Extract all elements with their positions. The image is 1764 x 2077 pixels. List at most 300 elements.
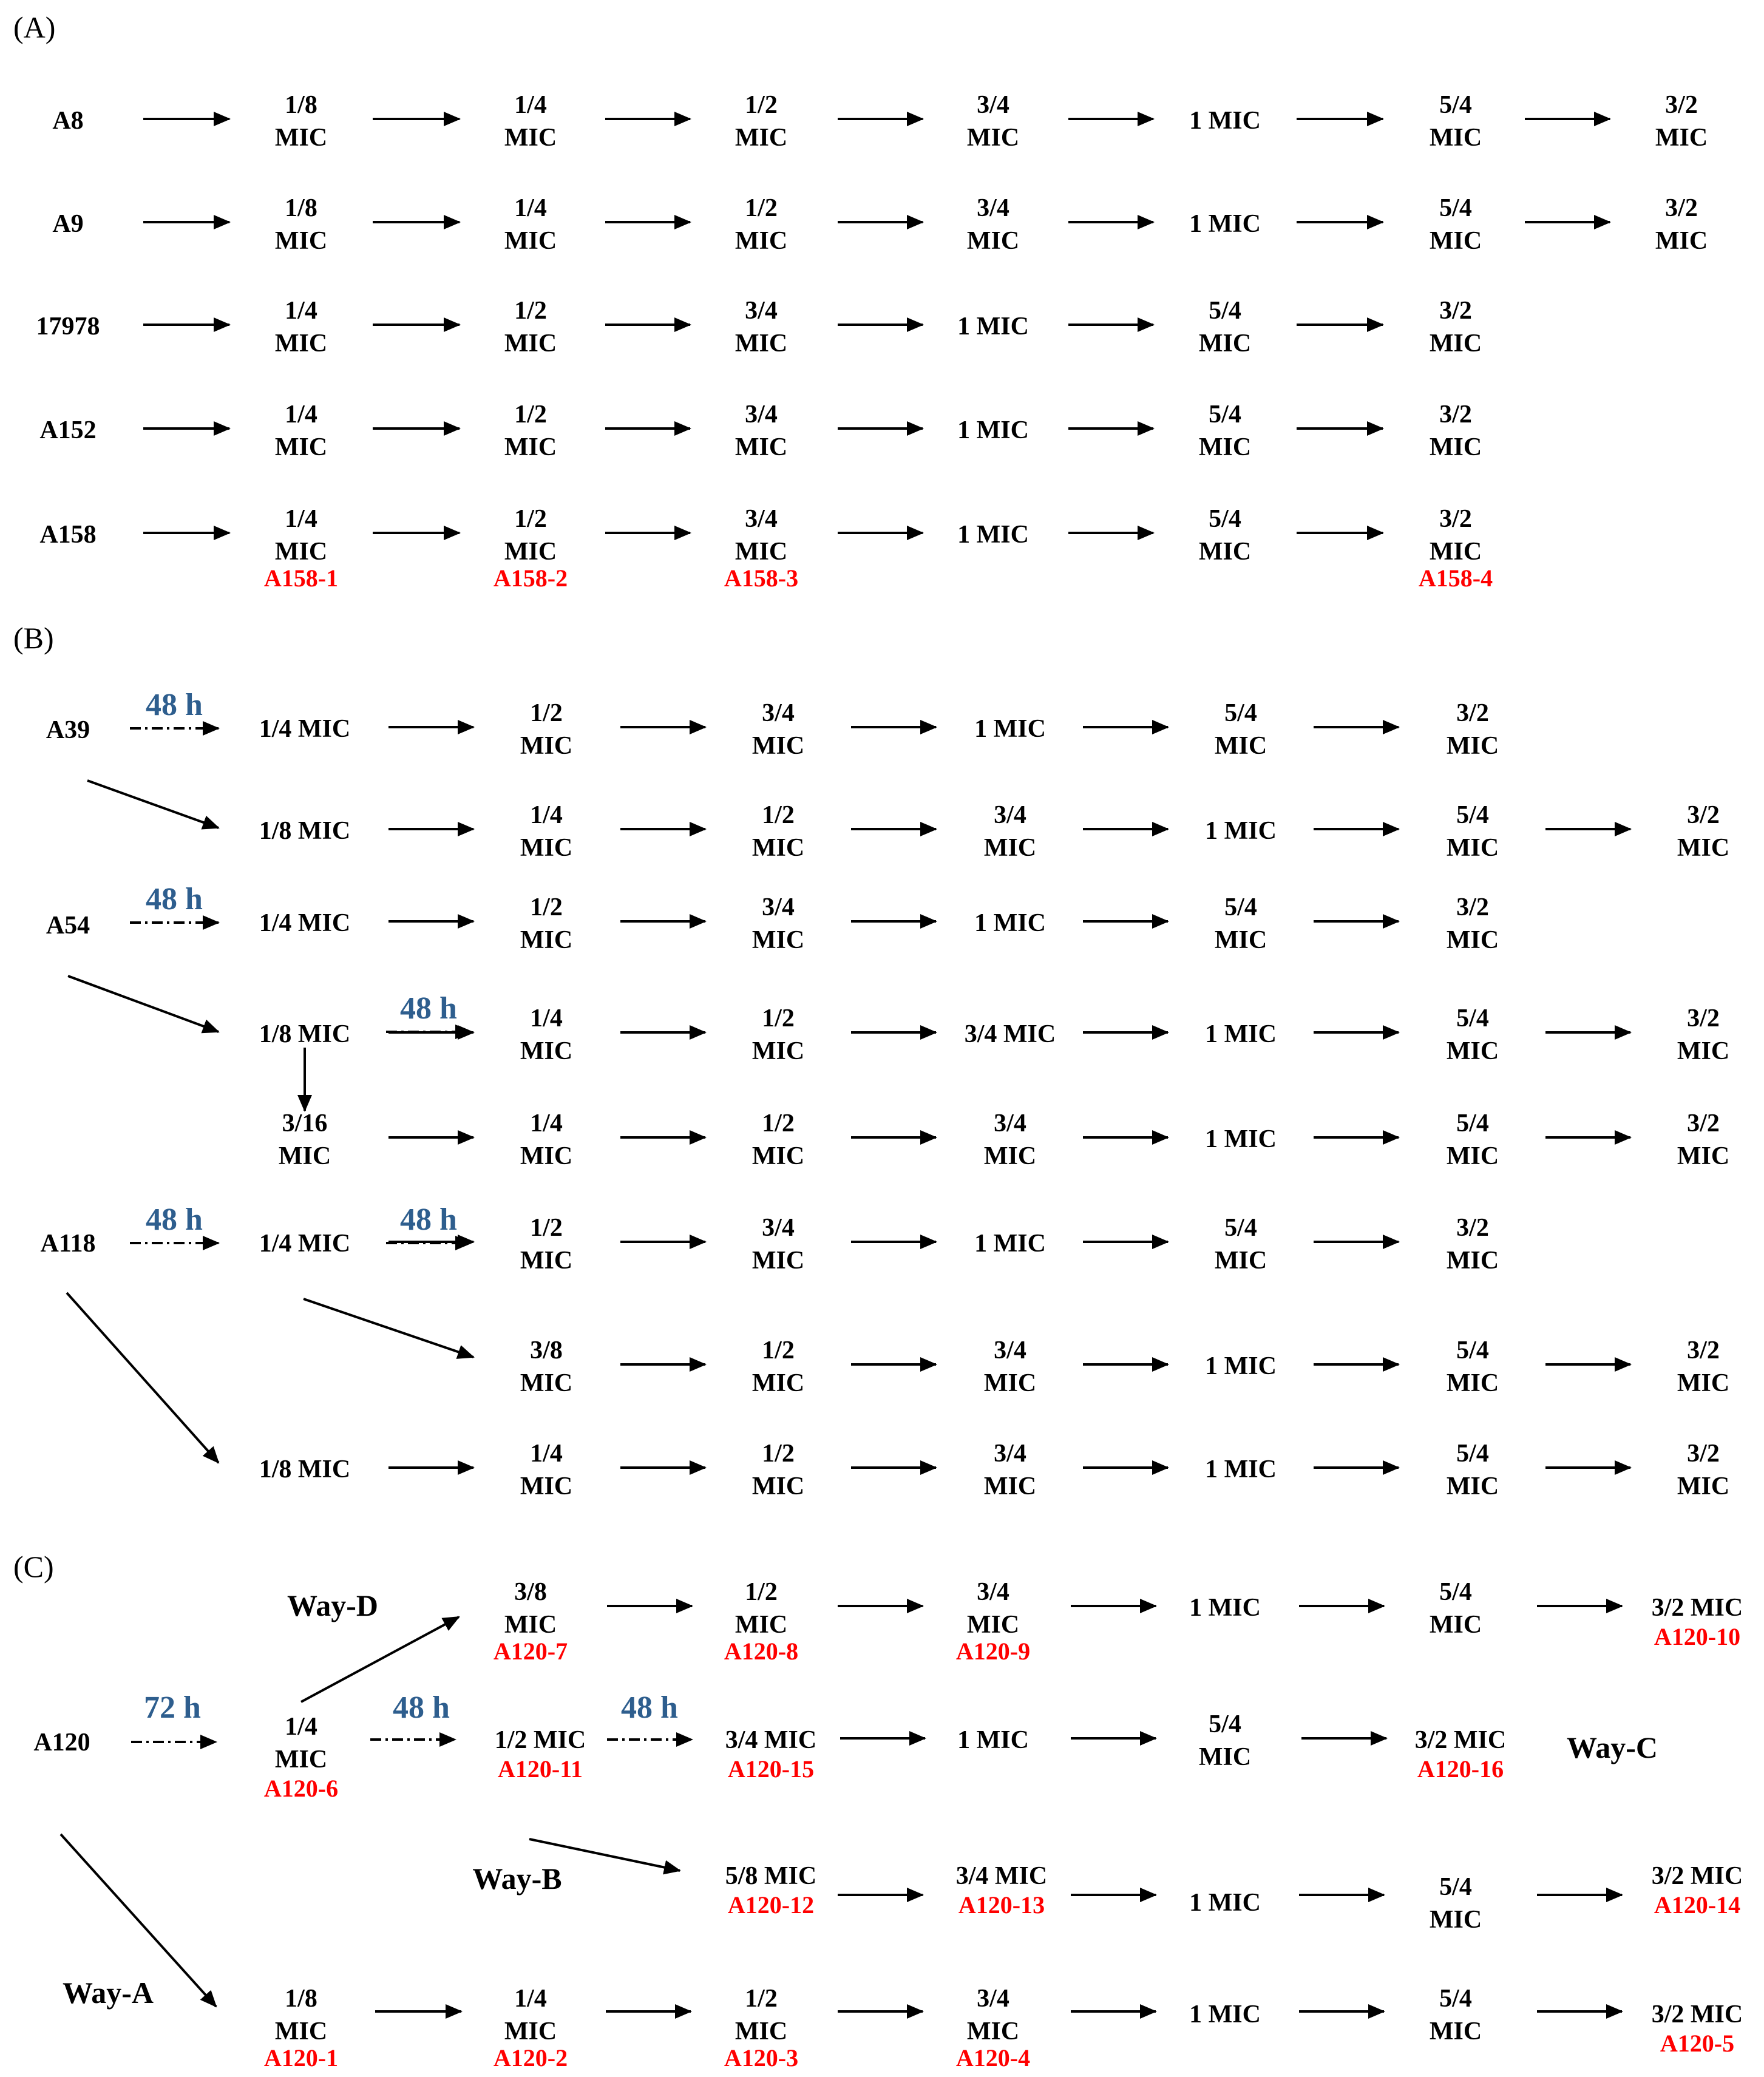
strain-a9: A9 [52,210,84,238]
code-a120-16: A120-16 [1417,1755,1504,1783]
step-a8-5-fraction: 5/4 [1439,91,1472,119]
step-way-b-0 [725,1862,817,1890]
step-b-r6-4-fraction: 5/4 [1456,1337,1489,1364]
step-b-r4-1 [520,1110,572,1170]
step-b-r5-2-unit: MIC [751,1247,805,1275]
step-way-a-0-unit: MIC [274,2018,328,2045]
branch-way-d [301,1617,459,1702]
step-17978-5-unit: MIC [1429,330,1482,357]
step-b-r0-0 [259,715,351,743]
code-a158-2: A158-2 [493,564,568,592]
step-b-r3-3 [965,1020,1056,1048]
step-way-a-1 [504,1985,557,2045]
way-b-label: Way-B [472,1862,562,1896]
step-a158-2 [735,505,787,566]
step-a158-3-text: 1 MIC [957,521,1029,549]
step-b-r6-1-fraction: 1/2 [762,1337,795,1364]
step-b-r0-4 [1215,699,1267,760]
strain-a8: A8 [52,107,84,135]
step-a8-6 [1655,91,1708,152]
step-b-r7-5 [1447,1440,1499,1500]
step-a9-0 [275,194,327,255]
step-17978-5-fraction: 3/2 [1439,297,1472,325]
step-a8-3-fraction: 3/4 [977,91,1009,119]
step-a8-5 [1430,91,1482,152]
step-b-r5-1 [520,1214,572,1275]
step-b-r3-4-text: 1 MIC [1205,1020,1277,1048]
step-b-r7-6-unit: MIC [1677,1472,1730,1500]
step-b-r5-5-fraction: 3/2 [1456,1214,1489,1242]
step-b-r7-1 [520,1440,572,1500]
step-a120-start [275,1713,327,1774]
step-way-a-1-unit: MIC [504,2018,557,2045]
branch-a39 [87,781,219,828]
step-a8-0 [275,91,327,152]
step-b-r6-2-unit: MIC [983,1369,1037,1397]
step-b-r6-2 [984,1337,1036,1397]
step-way-a-5-unit: MIC [1429,2018,1482,2045]
step-way-a-5 [1430,1985,1482,2045]
step-way-b-3 [1430,1873,1482,1934]
step-b-r7-6-fraction: 3/2 [1687,1440,1720,1468]
step-a9-4-text: 1 MIC [1189,210,1261,238]
step-b-r7-3 [984,1440,1036,1500]
step-a158-4 [1199,505,1251,566]
step-a8-6-unit: MIC [1655,124,1708,152]
step-b-r5-5 [1447,1214,1499,1275]
step-b-r0-5-unit: MIC [1446,732,1499,760]
step-b-r2-5-unit: MIC [1446,926,1499,954]
step-b-r1-3-unit: MIC [983,834,1037,862]
panel-a-label: (A) [13,10,56,44]
step-b-r7-0-text: 1/8 MIC [259,1455,351,1483]
code-a120-6: A120-6 [263,1775,339,1802]
step-way-c-2 [957,1726,1029,1754]
step-17978-1-fraction: 1/2 [514,297,547,325]
step-a158-0-fraction: 1/4 [285,505,317,533]
step-a8-0-fraction: 1/8 [285,91,317,119]
step-b-r1-5 [1447,801,1499,862]
step-way-b-2 [1189,1889,1261,1917]
step-a8-0-unit: MIC [274,124,328,152]
code-a158-1: A158-1 [263,564,339,592]
step-a152-2-unit: MIC [734,433,788,461]
step-way-a-2-fraction: 1/2 [745,1985,778,2013]
step-way-c-4-text: 3/2 MIC [1414,1726,1507,1754]
step-a9-5-fraction: 5/4 [1439,194,1472,222]
step-b-r5-3-text: 1 MIC [974,1230,1046,1258]
step-b-r5-1-fraction: 1/2 [530,1214,563,1242]
step-17978-2-fraction: 3/4 [745,297,778,325]
step-b-r1-3 [984,801,1036,862]
step-b-r3-5-fraction: 5/4 [1456,1005,1489,1032]
step-17978-3-text: 1 MIC [957,313,1029,341]
time-a54-label: 48 h [146,882,203,917]
step-b-r6-4-unit: MIC [1446,1369,1499,1397]
step-17978-0-unit: MIC [274,330,328,357]
step-b-r6-5 [1677,1337,1729,1397]
step-a9-0-fraction: 1/8 [285,194,317,222]
step-a120-start-fraction: 1/4 [285,1713,317,1741]
step-b-r4-6 [1677,1110,1729,1170]
step-a9-2 [735,194,787,255]
step-way-a-0-fraction: 1/8 [285,1985,317,2013]
step-b-r2-5-fraction: 3/2 [1456,893,1489,921]
step-b-r2-4-unit: MIC [1214,926,1267,954]
step-a8-4 [1189,107,1261,135]
code-a120-5: A120-5 [1660,2030,1735,2057]
step-way-b-1-text: 3/4 MIC [955,1862,1048,1890]
step-b-r3-0-text: 1/8 MIC [259,1020,351,1048]
step-a152-5-fraction: 3/2 [1439,401,1472,429]
step-b-r5-4-fraction: 5/4 [1224,1214,1257,1242]
code-a120-13: A120-13 [958,1891,1045,1919]
step-way-b-4-text: 3/2 MIC [1651,1862,1743,1890]
step-b-r6-0-fraction: 3/8 [530,1337,563,1364]
step-b-r4-5-fraction: 5/4 [1456,1110,1489,1137]
step-way-c-4 [1415,1726,1507,1754]
branch-a118 [67,1293,219,1463]
step-b-r4-2-unit: MIC [751,1142,805,1170]
step-b-r0-3 [974,715,1046,743]
code-a158-3: A158-3 [724,564,799,592]
step-way-d-4-unit: MIC [1429,1611,1482,1639]
code-a158-4: A158-4 [1418,564,1493,592]
step-a152-4-unit: MIC [1198,433,1252,461]
code-a120-10: A120-10 [1654,1623,1741,1650]
step-way-d-2 [967,1578,1019,1639]
step-a152-0-fraction: 1/4 [285,401,317,429]
step-a9-1-fraction: 1/4 [514,194,547,222]
step-b-r3-5 [1447,1005,1499,1065]
step-b-r5-0-text: 1/4 MIC [259,1230,351,1258]
step-b-r1-0-text: 1/8 MIC [259,817,351,845]
time-a118-label: 48 h [146,1202,203,1237]
step-a9-0-unit: MIC [274,227,328,255]
step-a158-2-fraction: 3/4 [745,505,778,533]
step-b-r5-2-fraction: 3/4 [762,1214,795,1242]
step-a152-2-fraction: 3/4 [745,401,778,429]
step-a8-1 [504,91,557,152]
code-a120-2: A120-2 [493,2044,568,2072]
step-a158-5 [1430,505,1482,566]
step-b-r7-2 [752,1440,804,1500]
step-a152-0 [275,401,327,461]
step-b-r3-2-fraction: 1/2 [762,1005,795,1032]
step-b-r5-1-unit: MIC [520,1247,573,1275]
step-way-a-6 [1652,2001,1743,2028]
step-way-a-4 [1189,2001,1261,2028]
step-b-r3-1-unit: MIC [520,1037,573,1065]
step-way-d-3 [1189,1594,1261,1622]
step-b-r6-1 [752,1337,804,1397]
step-a8-5-unit: MIC [1429,124,1482,152]
step-a152-3 [957,416,1029,444]
step-b-r5-2 [752,1214,804,1275]
step-a120-start-unit: MIC [274,1746,328,1774]
step-b-r7-1-fraction: 1/4 [530,1440,563,1468]
step-way-c-0-text: 1/2 MIC [494,1726,586,1754]
step-b-r4-0 [279,1110,331,1170]
step-b-r4-2 [752,1110,804,1170]
step-b-r0-4-unit: MIC [1214,732,1267,760]
step-b-r4-5-unit: MIC [1446,1142,1499,1170]
step-a158-5-fraction: 3/2 [1439,505,1472,533]
step-b-r0-2-unit: MIC [751,732,805,760]
way-a-label: Way-A [63,1976,154,2010]
step-b-r7-4 [1205,1455,1277,1483]
step-a9-3-fraction: 3/4 [977,194,1009,222]
step-b-r4-4 [1205,1125,1277,1153]
step-a8-1-fraction: 1/4 [514,91,547,119]
step-b-r0-3-text: 1 MIC [974,715,1046,743]
step-b-r2-1-fraction: 1/2 [530,893,563,921]
strain-a158: A158 [39,521,97,549]
step-b-r1-4 [1205,817,1277,845]
step-b-r0-2 [752,699,804,760]
step-a158-4-fraction: 5/4 [1209,505,1241,533]
step-17978-0 [275,297,327,357]
step-way-d-4-fraction: 5/4 [1439,1578,1472,1606]
step-a8-4-text: 1 MIC [1189,107,1261,135]
step-b-r0-1-unit: MIC [520,732,573,760]
step-b-r4-6-unit: MIC [1677,1142,1730,1170]
step-b-r4-3-fraction: 3/4 [994,1110,1026,1137]
strain-17978: 17978 [36,313,100,341]
step-a152-1-fraction: 1/2 [514,401,547,429]
step-b-r3-4 [1205,1020,1277,1048]
step-b-r7-0 [259,1455,351,1483]
step-a158-2-unit: MIC [734,538,788,566]
panel-b [40,688,1729,1500]
step-way-c-2-text: 1 MIC [957,1726,1029,1754]
panel-a [36,91,1708,592]
step-b-r7-2-fraction: 1/2 [762,1440,795,1468]
code-a120-14: A120-14 [1654,1891,1741,1919]
code-a120-8: A120-8 [724,1638,799,1665]
step-17978-1 [504,297,557,357]
step-a158-1-fraction: 1/2 [514,505,547,533]
step-way-b-2-text: 1 MIC [1189,1889,1261,1917]
step-b-r7-4-text: 1 MIC [1205,1455,1277,1483]
step-a152-1-unit: MIC [504,433,557,461]
step-way-b-3-unit: MIC [1429,1906,1482,1934]
step-a152-0-unit: MIC [274,433,328,461]
step-way-a-0 [275,1985,327,2045]
code-a120-3: A120-3 [724,2044,799,2072]
code-a120-1: A120-1 [263,2044,339,2072]
step-way-b-0-text: 5/8 MIC [725,1862,817,1890]
step-way-d-1-unit: MIC [734,1611,788,1639]
step-way-d-2-unit: MIC [966,1611,1020,1639]
step-way-d-1 [735,1578,787,1639]
step-b-r3-6-unit: MIC [1677,1037,1730,1065]
code-a120-7: A120-7 [493,1638,568,1665]
step-b-r6-0-unit: MIC [520,1369,573,1397]
step-17978-5 [1430,297,1482,357]
step-b-r3-2 [752,1005,804,1065]
step-way-a-3-fraction: 3/4 [977,1985,1009,2013]
step-b-r7-1-unit: MIC [520,1472,573,1500]
step-b-r6-2-fraction: 3/4 [994,1337,1026,1364]
time-a54-b-label: 48 h [400,991,457,1026]
step-a152-1 [504,401,557,461]
step-a152-5 [1430,401,1482,461]
step-way-a-2-unit: MIC [734,2018,788,2045]
step-17978-2-unit: MIC [734,330,788,357]
step-b-r7-2-unit: MIC [751,1472,805,1500]
step-b-r1-1-unit: MIC [520,834,573,862]
step-way-d-5-text: 3/2 MIC [1651,1594,1743,1622]
step-b-r4-3-unit: MIC [983,1142,1037,1170]
step-way-d-0-unit: MIC [504,1611,557,1639]
step-b-r2-5 [1447,893,1499,954]
step-a9-1-unit: MIC [504,227,557,255]
step-b-r6-0 [520,1337,572,1397]
step-17978-4-fraction: 5/4 [1209,297,1241,325]
step-b-r2-1 [520,893,572,954]
step-b-r4-4-text: 1 MIC [1205,1125,1277,1153]
step-b-r7-3-fraction: 3/4 [994,1440,1026,1468]
strain-a39: A39 [46,716,90,744]
step-b-r0-1-fraction: 1/2 [530,699,563,727]
step-17978-2 [735,297,787,357]
step-a9-3-unit: MIC [966,227,1020,255]
step-b-r6-5-fraction: 3/2 [1687,1337,1720,1364]
strain-a152: A152 [39,416,97,444]
step-b-r2-0-text: 1/4 MIC [259,909,351,937]
step-17978-3 [957,313,1029,341]
step-b-r2-0 [259,909,351,937]
step-a158-5-unit: MIC [1429,538,1482,566]
step-b-r4-0-fraction: 3/16 [282,1110,328,1137]
step-b-r3-2-unit: MIC [751,1037,805,1065]
step-a8-3 [967,91,1019,152]
step-b-r2-4-fraction: 5/4 [1224,893,1257,921]
step-b-r1-1-fraction: 1/4 [530,801,563,829]
step-b-r1-6-fraction: 3/2 [1687,801,1720,829]
step-b-r5-5-unit: MIC [1446,1247,1499,1275]
step-way-c-3 [1199,1710,1251,1771]
step-a158-1 [504,505,557,566]
branch-a54 [68,976,219,1032]
step-way-a-6-text: 3/2 MIC [1651,2001,1743,2028]
step-b-r1-1 [520,801,572,862]
step-a158-0-unit: MIC [274,538,328,566]
code-a120-12: A120-12 [727,1891,815,1919]
step-way-a-2 [735,1985,787,2045]
step-b-r1-3-fraction: 3/4 [994,801,1026,829]
step-a8-2-unit: MIC [734,124,788,152]
step-b-r0-5 [1447,699,1499,760]
step-b-r4-5 [1447,1110,1499,1170]
step-b-r3-6 [1677,1005,1729,1065]
step-b-r4-2-fraction: 1/2 [762,1110,795,1137]
step-b-r1-2 [752,801,804,862]
step-way-d-5 [1652,1594,1743,1622]
step-b-r1-2-unit: MIC [751,834,805,862]
step-a8-1-unit: MIC [504,124,557,152]
step-a158-4-unit: MIC [1198,538,1252,566]
step-b-r4-3 [984,1110,1036,1170]
step-b-r3-1 [520,1005,572,1065]
step-way-d-0 [504,1578,557,1639]
step-17978-1-unit: MIC [504,330,557,357]
step-17978-4-unit: MIC [1198,330,1252,357]
step-a9-5-unit: MIC [1429,227,1482,255]
step-b-r0-2-fraction: 3/4 [762,699,795,727]
step-way-b-4 [1652,1862,1743,1890]
step-way-d-3-text: 1 MIC [1189,1594,1261,1622]
step-b-r6-3 [1205,1352,1277,1380]
way-c-label: Way-C [1567,1730,1658,1764]
step-b-r1-0 [259,817,351,845]
step-way-a-3-unit: MIC [966,2018,1020,2045]
step-b-r7-3-unit: MIC [983,1472,1037,1500]
step-way-d-2-fraction: 3/4 [977,1578,1009,1606]
step-way-c-1 [725,1726,817,1754]
step-b-r1-5-fraction: 5/4 [1456,801,1489,829]
step-a152-4-fraction: 5/4 [1209,401,1241,429]
panel-c-label: (C) [13,1550,54,1584]
step-b-r3-3-text: 3/4 MIC [964,1020,1056,1048]
way-d-label: Way-D [287,1588,378,1622]
time-a120-48-b-label: 48 h [621,1690,678,1725]
step-b-r1-6-unit: MIC [1677,834,1730,862]
step-b-r1-5-unit: MIC [1446,834,1499,862]
step-b-r5-4-unit: MIC [1214,1247,1267,1275]
step-b-r3-0 [259,1020,351,1048]
step-a158-0 [275,505,327,566]
step-a9-5 [1430,194,1482,255]
step-a8-6-fraction: 3/2 [1665,91,1698,119]
step-a9-6 [1655,194,1708,255]
step-b-r0-0-text: 1/4 MIC [259,715,351,743]
step-a152-4 [1199,401,1251,461]
time-a120-48-a-label: 48 h [393,1690,450,1725]
step-b-r3-5-unit: MIC [1446,1037,1499,1065]
step-b-r6-1-unit: MIC [751,1369,805,1397]
step-a9-1 [504,194,557,255]
step-b-r6-5-unit: MIC [1677,1369,1730,1397]
step-way-a-4-text: 1 MIC [1189,2001,1261,2028]
step-b-r5-3 [974,1230,1046,1258]
step-way-c-3-unit: MIC [1198,1743,1252,1771]
step-b-r4-1-unit: MIC [520,1142,573,1170]
step-a8-2 [735,91,787,152]
step-way-b-1 [956,1862,1048,1890]
step-a9-4 [1189,210,1261,238]
panel-c [33,1578,1743,2072]
step-b-r2-2-unit: MIC [751,926,805,954]
step-b-r7-6 [1677,1440,1729,1500]
step-a9-2-unit: MIC [734,227,788,255]
code-a120-15: A120-15 [727,1755,815,1783]
step-b-r4-1-fraction: 1/4 [530,1110,563,1137]
step-b-r5-4 [1215,1214,1267,1275]
strain-a120: A120 [33,1729,90,1757]
code-a120-9: A120-9 [955,1638,1031,1665]
time-a39-label: 48 h [146,688,203,722]
strain-a54: A54 [46,912,90,940]
step-b-r7-5-fraction: 5/4 [1456,1440,1489,1468]
code-a120-4: A120-4 [955,2044,1031,2072]
step-a9-3 [967,194,1019,255]
step-way-a-3 [967,1985,1019,2045]
step-a158-3 [957,521,1029,549]
step-b-r0-1 [520,699,572,760]
step-way-c-3-fraction: 5/4 [1209,1710,1241,1738]
